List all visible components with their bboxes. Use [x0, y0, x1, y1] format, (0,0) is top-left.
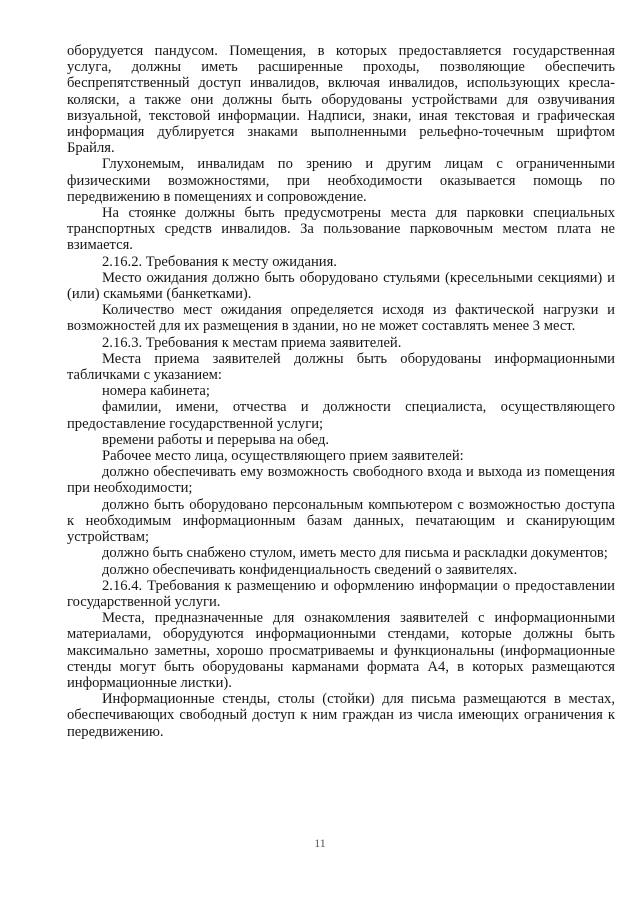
paragraph: Рабочее место лица, осуществляющего прием заявителей:	[102, 448, 464, 465]
list-item: номера кабинета;	[102, 383, 210, 400]
paragraph: Места приема заявителей должны быть оборудованы информационными табличками с указанием:	[67, 350, 615, 384]
list-item: должно быть снабжено стулом, иметь место для письма и раскладки документов;	[102, 545, 608, 562]
list-item: времени работы и перерыва на обед.	[102, 431, 330, 448]
paragraph: Глухонемым, инвалидам по зрению и другим лицам с ограниченными физическими возможностями, при необходимости оказывается помощь по передвижению в помещениях и сопровождение.	[67, 156, 615, 205]
section-heading: 2.16.2. Требования к месту ожидания.	[102, 253, 337, 270]
document-page	[67, 43, 615, 740]
section-heading: 2.16.3. Требования к местам приема заявителей.	[102, 334, 402, 351]
paragraph: оборудуется пандусом. Помещения, в которых предоставляется государственная услуга, должны иметь расширенные проходы, позволяющие обеспечить беспрепятственный доступ инвалидов, включая инвалидов, использующих кресла-коляски, а также они должны быть оборудованы устройствами для озвучивания визуальной, текстовой информации. Надписи, знаки, иная текстовая и графическая информация дублируется знаками выполненными рельефно-точечным шрифтом Брайля.	[67, 43, 615, 157]
list-item: фамилии, имени, отчества и должности специалиста, осуществляющего предоставление государственной услуги;	[67, 399, 615, 432]
paragraph: Количество мест ожидания определяется исходя из фактической нагрузки и возможностей для их размещения в здании, но не может составлять менее 3 мест.	[67, 302, 615, 335]
list-item: должно обеспечивать конфиденциальность сведений о заявителях.	[102, 561, 518, 578]
section-heading: 2.16.4. Требования к размещению и оформлению информации о предоставлении государственной услуги.	[67, 577, 615, 610]
paragraph: Места, предназначенные для ознакомления заявителей с информационными материалами, оборудуются информационными стендами, которые должны быть максимально заметны, хорошо просматриваемы и функциональны (информационные стенды могут быть оборудованы карманами формата А4, в которых размещаются информационные листки).	[67, 610, 615, 691]
list-item: должно быть оборудовано персональным компьютером с возможностью доступа к необходимым информационным базам данных, печатающим и сканирующим устройствам;	[67, 496, 615, 546]
paragraph: Место ожидания должно быть оборудовано стульями (кресельными секциями) и (или) скамьями (банкетками).	[67, 269, 615, 303]
paragraph: Информационные стенды, столы (стойки) для письма размещаются в местах, обеспечивающих свободный доступ к ним граждан из числа имеющих ограничения к передвижению.	[67, 691, 615, 740]
page-number: 11	[314, 836, 326, 850]
paragraph: На стоянке должны быть предусмотрены места для парковки специальных транспортных средств инвалидов. За пользование парковочным местом плата не взимается.	[67, 205, 615, 254]
list-item: должно обеспечивать ему возможность свободного входа и выхода из помещения при необходимости;	[67, 464, 615, 497]
